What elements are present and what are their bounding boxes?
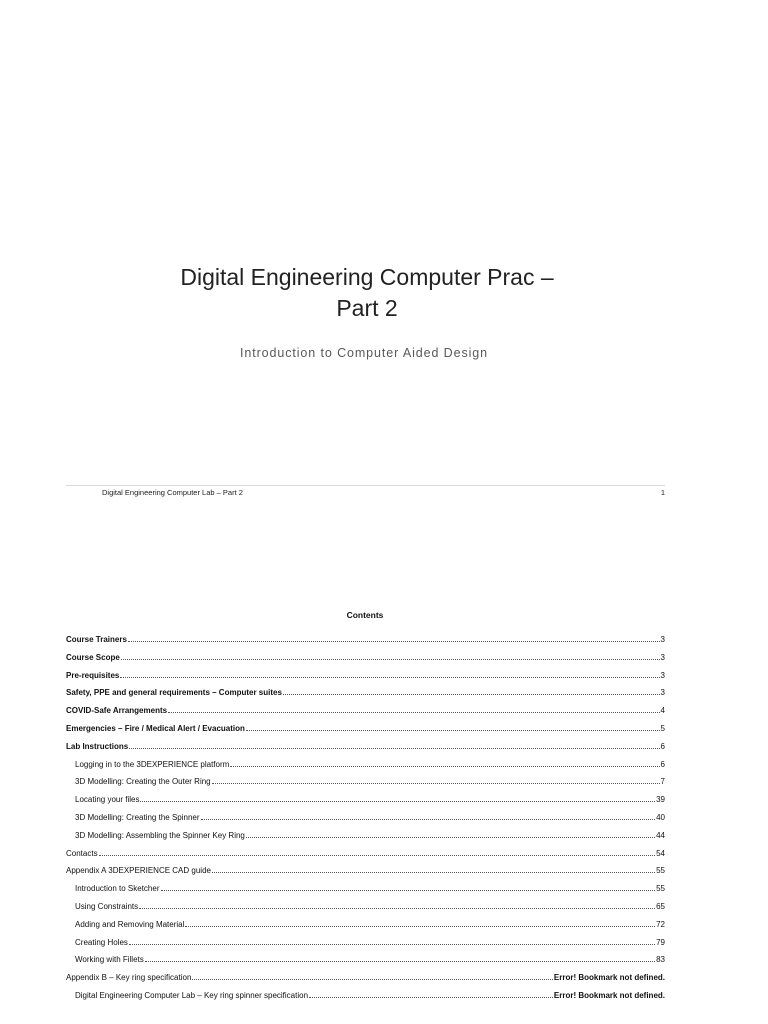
document-title-line-1: Digital Engineering Computer Prac – — [180, 264, 554, 290]
toc-entry-label[interactable]: Appendix A 3DEXPERIENCE CAD guide — [66, 866, 211, 876]
toc-entry-label[interactable]: Safety, PPE and general requirements – Computer suites — [66, 688, 282, 698]
toc-entry-page[interactable]: 3 — [660, 688, 665, 698]
toc-entry-label[interactable]: Working with Fillets — [75, 955, 144, 965]
toc-entry-page[interactable]: 7 — [660, 777, 665, 787]
toc-dot-leader — [121, 659, 660, 660]
toc-dot-leader — [161, 890, 656, 891]
toc-entry[interactable] — [66, 671, 665, 689]
toc-dot-leader — [246, 730, 660, 731]
document-title-line-2: Part 2 — [336, 295, 398, 321]
toc-entry-label[interactable]: Logging in to the 3DEXPERIENCE platform — [75, 759, 230, 769]
toc-entry-page[interactable]: Error! Bookmark not defined. — [553, 990, 665, 1000]
toc-entry[interactable] — [66, 724, 665, 742]
toc-dot-leader — [145, 961, 655, 962]
toc-entry[interactable] — [66, 688, 665, 706]
toc-entry-page[interactable]: 3 — [660, 635, 665, 644]
toc-entry-page[interactable]: 83 — [656, 955, 665, 965]
toc-entry-label[interactable]: 3D Modelling: Creating the Spinner — [75, 812, 200, 822]
toc-dot-leader — [283, 694, 660, 695]
toc-entry-page[interactable]: 55 — [656, 866, 665, 876]
toc-entry[interactable] — [66, 866, 665, 884]
contents-heading: Contents — [346, 610, 384, 620]
toc-entry-label[interactable]: Using Constraints — [75, 901, 139, 911]
toc-entry-label[interactable]: Contacts — [66, 848, 98, 858]
toc-entry-label[interactable]: Introduction to Sketcher — [75, 884, 160, 894]
toc-entry-page[interactable]: 5 — [660, 723, 665, 733]
toc-dot-leader — [192, 979, 552, 980]
toc-entry-page[interactable]: 3 — [660, 652, 665, 662]
toc-entry[interactable] — [66, 795, 665, 813]
toc-dot-leader — [212, 783, 660, 784]
toc-entry-page[interactable]: Error! Bookmark not defined. — [553, 973, 665, 983]
toc-dot-leader — [140, 801, 655, 802]
toc-dot-leader — [139, 908, 655, 909]
toc-entry[interactable] — [66, 849, 665, 867]
toc-entry-label[interactable]: Pre-requisites — [66, 670, 120, 680]
toc-entry-label[interactable]: COVID-Safe Arrangements — [66, 706, 168, 716]
toc-entry[interactable] — [66, 813, 665, 831]
toc-entry-label[interactable]: Emergencies – Fire / Medical Alert / Evacuation — [66, 723, 245, 733]
toc-entry-page[interactable]: 3 — [660, 670, 665, 680]
toc-entry[interactable] — [66, 777, 665, 795]
toc-dot-leader — [168, 712, 659, 713]
toc-dot-leader — [246, 837, 655, 838]
toc-entry-label[interactable]: 3D Modelling: Assembling the Spinner Key Ring — [75, 830, 245, 840]
toc-entry-label[interactable]: Locating your files — [75, 795, 140, 805]
toc-entry-label[interactable]: Adding and Removing Material — [75, 919, 185, 929]
footer-divider — [66, 485, 665, 486]
toc-dot-leader — [129, 748, 659, 749]
toc-entry[interactable] — [66, 706, 665, 724]
toc-entry-page[interactable]: 6 — [660, 759, 665, 769]
page-footer-text: Digital Engineering Computer Lab – Part 2 — [102, 488, 243, 497]
toc-dot-leader — [128, 641, 660, 642]
toc-entry-page[interactable]: 40 — [656, 812, 665, 822]
toc-entry-label[interactable]: Lab Instructions — [66, 741, 129, 751]
toc-entry[interactable] — [66, 760, 665, 778]
toc-entry[interactable] — [66, 920, 665, 938]
toc-entry[interactable] — [66, 635, 665, 653]
toc-entry[interactable] — [66, 742, 665, 760]
toc-entry-label[interactable]: Course Scope — [66, 652, 120, 662]
toc-dot-leader — [230, 766, 659, 767]
toc-dot-leader — [309, 997, 553, 998]
toc-entry[interactable] — [66, 884, 665, 902]
toc-entry-page[interactable]: 4 — [660, 706, 665, 716]
toc-entry-page[interactable]: 55 — [656, 884, 665, 894]
toc-entry-page[interactable]: 44 — [656, 830, 665, 840]
toc-dot-leader — [212, 872, 655, 873]
toc-dot-leader — [185, 926, 655, 927]
toc-entry-page[interactable]: 54 — [656, 848, 665, 858]
toc-entry-label[interactable]: Course Trainers — [66, 635, 127, 644]
toc-entry-page[interactable]: 72 — [656, 919, 665, 929]
page-number: 1 — [660, 488, 665, 497]
toc-entry[interactable] — [66, 938, 665, 956]
toc-entry-page[interactable]: 6 — [660, 741, 665, 751]
toc-entry-page[interactable]: 79 — [656, 937, 665, 947]
toc-entry[interactable] — [66, 973, 665, 991]
toc-entry[interactable] — [66, 991, 665, 1009]
document-subtitle: Introduction to Computer Aided Design — [239, 346, 488, 360]
toc-entry-label[interactable]: Appendix B – Key ring specification — [66, 973, 192, 983]
toc-dot-leader — [120, 677, 659, 678]
toc-entry-label[interactable]: 3D Modelling: Creating the Outer Ring — [75, 777, 211, 787]
toc-entry[interactable] — [66, 653, 665, 671]
toc-dot-leader — [99, 855, 656, 856]
toc-dot-leader — [201, 819, 656, 820]
document-title — [0, 262, 734, 324]
toc-entry-page[interactable]: 65 — [656, 901, 665, 911]
toc-entry[interactable] — [66, 831, 665, 849]
table-of-contents — [66, 635, 665, 1009]
toc-dot-leader — [129, 944, 655, 945]
toc-entry-label[interactable]: Creating Holes — [75, 937, 128, 947]
toc-entry-page[interactable]: 39 — [656, 795, 665, 805]
toc-entry[interactable] — [66, 955, 665, 973]
toc-entry-label[interactable]: Digital Engineering Computer Lab – Key ring spinner specification — [75, 990, 309, 1000]
toc-entry[interactable] — [66, 902, 665, 920]
